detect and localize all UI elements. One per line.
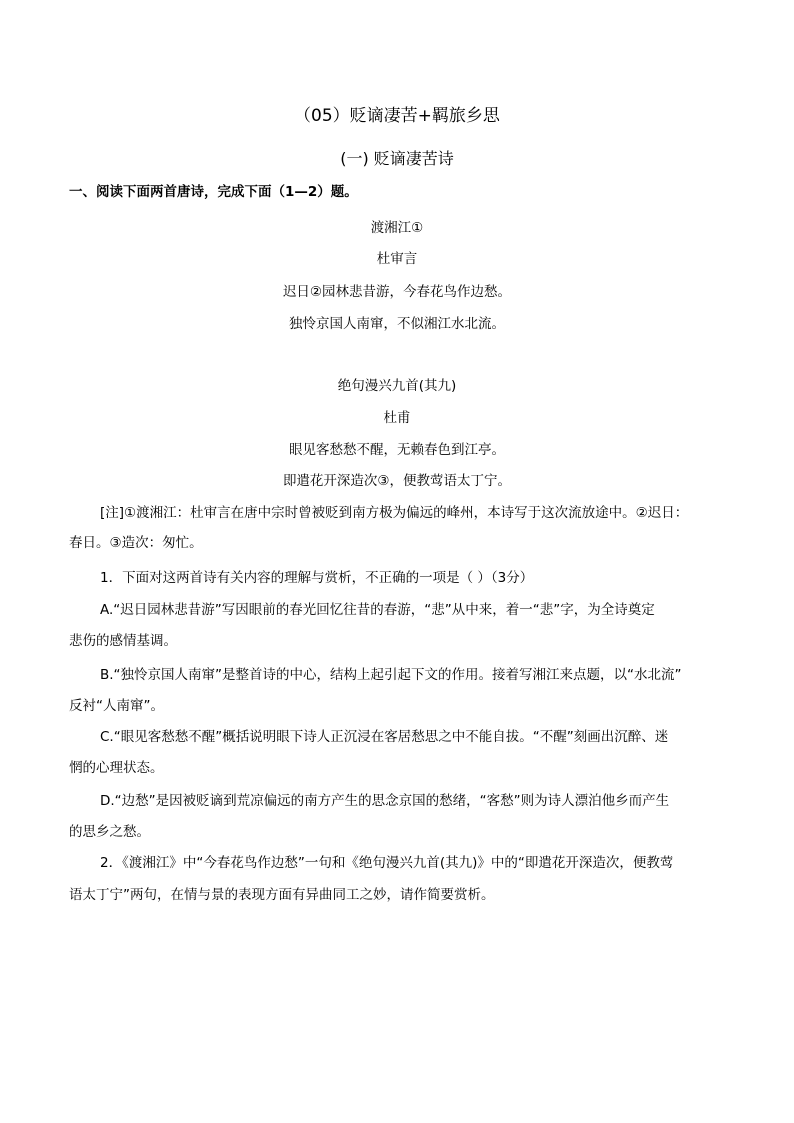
option-a: A.“迟日园林悲昔游”写因眼前的春光回忆往昔的春游，“悲”从中来，着一“悲”字，为全诗奠定 <box>100 602 655 618</box>
option-a: 悲伤的感情基调。 <box>69 633 177 649</box>
poem2-line: 即遣花开深造次③，便教莺语太丁宁。 <box>282 473 512 489</box>
poem1-author: 杜审言 <box>376 251 418 267</box>
poem1-line: 独怜京国人南窜，不似湘江水北流。 <box>289 316 505 332</box>
poem1-title: 渡湘江① <box>370 220 424 236</box>
question2-text: 2．《渡湘江》中“今春花鸟作边愁”一句和《绝句漫兴九首(其九)》中的“即遣花开深造次，便教莺 <box>100 855 674 871</box>
poem1-line: 迟日②园林悲昔游，今春花鸟作边愁。 <box>282 284 512 300</box>
poem2-author: 杜甫 <box>383 410 411 426</box>
annotation-note: [注]①渡湘江：杜审言在唐中宗时曾被贬到南方极为偏远的峰州，本诗写于这次流放途中。②迟日： <box>100 505 689 521</box>
document-title: （05）贬谪凄苦+羁旅乡思 <box>294 106 500 126</box>
option-b: 反衬“人南窜”。 <box>69 698 164 714</box>
question1-stem: 1．下面对这两首诗有关内容的理解与赏析，不正确的一项是（ ）（3分） <box>100 570 534 586</box>
option-d: D.“边愁”是因被贬谪到荒凉偏远的南方产生的思念京国的愁绪，“客愁”则为诗人漂泊他乡而产生 <box>100 793 670 809</box>
poem2-title: 绝句漫兴九首(其九) <box>337 378 457 394</box>
option-d: 的思乡之愁。 <box>69 824 150 840</box>
poem2-line: 眼见客愁愁不醒，无赖春色到江亭。 <box>289 442 505 458</box>
question2-text: 语太丁宁”两句，在情与景的表现方面有异曲同工之妙，请作简要赏析。 <box>69 887 495 903</box>
instruction-text: 一、阅读下面两首唐诗，完成下面（1—2）题。 <box>69 184 358 200</box>
section-title: (一) 贬谪凄苦诗 <box>340 149 454 168</box>
option-b: B.“独怜京国人南窜”是整首诗的中心，结构上起引起下文的作用。接着写湘江来点题，以“水北流” <box>100 667 682 683</box>
option-c: C.“眼见客愁愁不醒”概括说明眼下诗人正沉浸在客居愁思之中不能自拔。“不醒”刻画出沉醉、迷 <box>100 729 669 745</box>
annotation-note: 春日。③造次：匆忙。 <box>69 535 203 551</box>
option-c: 惘的心理状态。 <box>69 760 164 776</box>
